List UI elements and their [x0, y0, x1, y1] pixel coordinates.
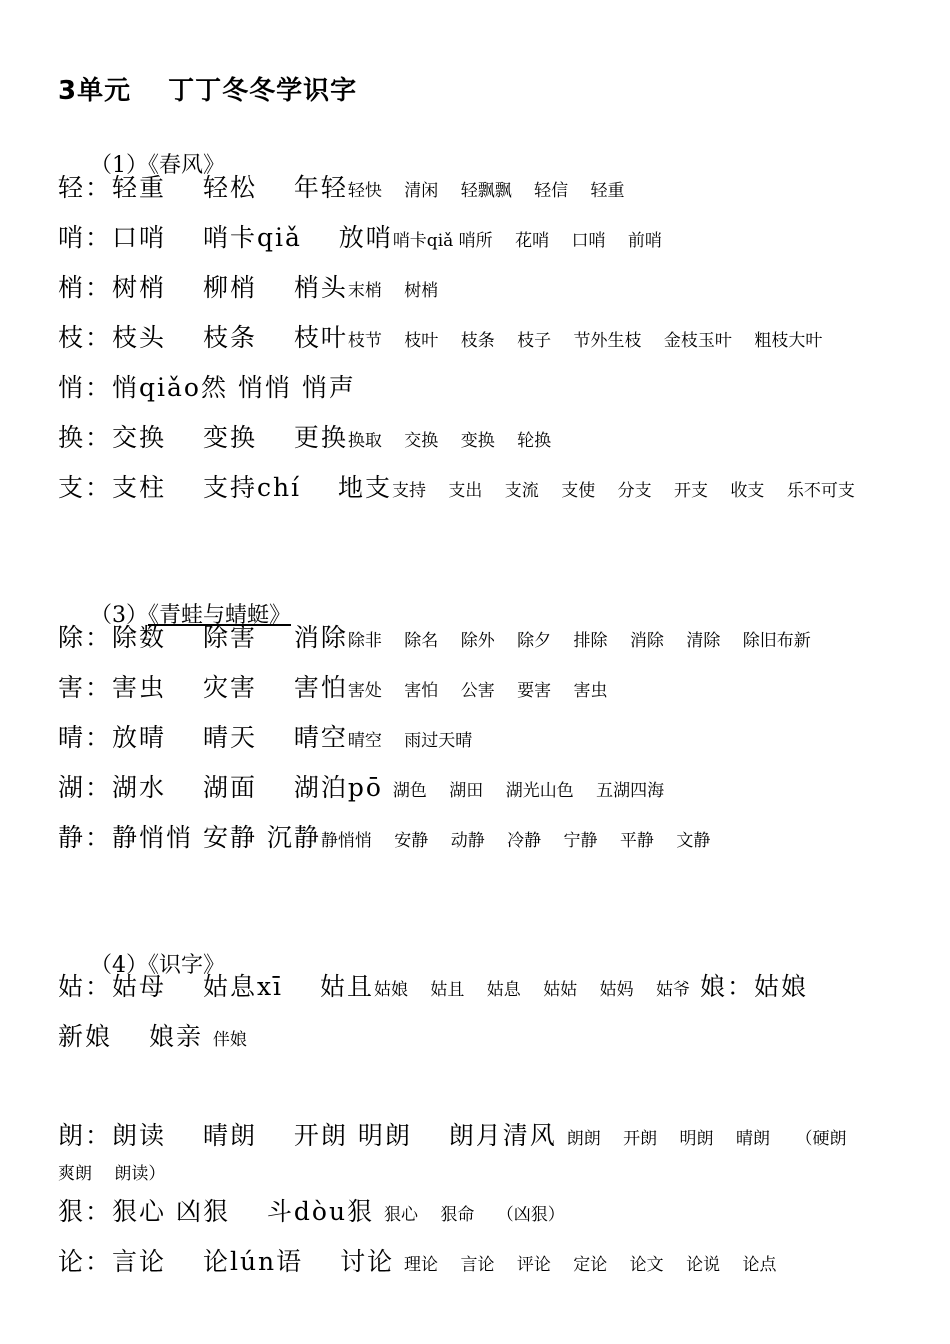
vocab-extra: 支持 支出 支流 支使 分支 开支 收支 乐不可支: [392, 481, 855, 501]
vocab-line: [58, 1244, 776, 1283]
vocab-extra: 湖色 湖田 湖光山色 五湖四海: [392, 781, 665, 801]
vocab-line: [58, 670, 608, 709]
vocab-line: [58, 170, 625, 209]
vocab-main: 狠：狠心 凶狠 斗dòu狠: [58, 1197, 384, 1226]
unit-title: 3单元 丁丁冬冬学识字: [58, 76, 358, 106]
vocab-main: 支：支柱 支持chí 地支: [58, 473, 392, 502]
vocab-main: 朗：朗读 晴朗 开朗 明朗 朗月清风: [58, 1121, 567, 1150]
vocab-extra: 伴娘: [212, 1030, 247, 1050]
vocab-main: 悄：悄qiǎo然 悄悄 悄声: [58, 373, 356, 402]
vocab-line: [58, 720, 472, 759]
vocab-line: [58, 320, 822, 359]
vocab-line: [58, 370, 356, 409]
vocab-extra: 静悄悄 安静 动静 冷静 宁静 平静 文静: [320, 831, 711, 851]
vocab-main: 娘：姑娘: [690, 972, 808, 1001]
vocab-main: 静：静悄悄 安静 沉静: [58, 823, 321, 852]
vocab-main: 晴：放晴 晴天 晴空: [58, 723, 348, 752]
vocab-main: 害：害虫 灾害 害怕: [58, 673, 348, 702]
vocab-main: 轻：轻重 轻松 年轻: [58, 173, 348, 202]
vocab-line: [58, 1118, 846, 1157]
vocab-extra: 哨卡qiǎ 哨所 花哨 口哨 前哨: [392, 231, 662, 251]
vocab-extra: 晴空 雨过天晴: [347, 731, 473, 751]
vocab-main: 换：交换 变换 更换: [58, 423, 348, 452]
vocab-line: [58, 770, 664, 809]
vocab-main: 论：言论 论lún语 讨论: [58, 1247, 405, 1276]
vocab-main: 新娘 娘亲: [58, 1022, 213, 1051]
vocab-main: 湖：湖水 湖面 湖泊pō: [58, 773, 393, 802]
vocab-main: 梢：树梢 柳梢 梢头: [58, 273, 348, 302]
vocab-main: 枝：枝头 枝条 枝叶: [58, 323, 348, 352]
vocab-line: [58, 820, 710, 859]
section-number: （1）: [89, 153, 148, 178]
vocab-extra: 轻快 清闲 轻飘飘 轻信 轻重: [347, 181, 625, 201]
section-number: （4）: [89, 953, 148, 978]
section-title: 《识字》: [147, 953, 225, 978]
vocab-extra: 枝节 枝叶 枝条 枝子 节外生枝 金枝玉叶 粗枝大叶: [347, 331, 823, 351]
vocab-extra: 狠心 狠命 （凶狠）: [384, 1205, 565, 1225]
vocab-extra: 换取 交换 变换 轮换: [347, 431, 552, 451]
vocab-extra: 末梢 树梢: [347, 281, 439, 301]
vocab-extra: 害处 害怕 公害 要害 害虫: [347, 681, 608, 701]
vocab-main: 哨：口哨 哨卡qiǎ 放哨: [58, 223, 393, 252]
vocab-line: [58, 1019, 247, 1058]
vocab-extra: 姑娘 姑且 姑息 姑姑 姑妈 姑爷: [374, 980, 691, 1000]
vocab-line: [58, 969, 808, 1008]
section-number: （3）: [89, 603, 148, 628]
vocab-line: [58, 620, 811, 659]
section-title: 《春风》: [147, 153, 225, 178]
vocab-extra: 除非 除名 除外 除夕 排除 消除 清除 除旧布新: [347, 631, 811, 651]
vocab-line: [58, 220, 662, 259]
section-title: 《青蛙与蜻蜓》: [147, 603, 291, 628]
vocab-main: 姑：姑母 姑息xī 姑且: [58, 972, 374, 1001]
vocab-line: [58, 270, 438, 309]
vocab-extra: 朗朗 开朗 明朗 晴朗 （硬朗: [566, 1129, 847, 1149]
vocab-line: [58, 420, 551, 459]
vocab-continuation: 爽朗 朗读）: [58, 1164, 166, 1184]
vocab-extra: 理论 言论 评论 定论 论文 论说 论点: [404, 1255, 777, 1275]
vocab-line: [58, 470, 855, 509]
vocab-main: 除：除数 除害 消除: [58, 623, 348, 652]
vocab-line: [58, 1194, 565, 1233]
